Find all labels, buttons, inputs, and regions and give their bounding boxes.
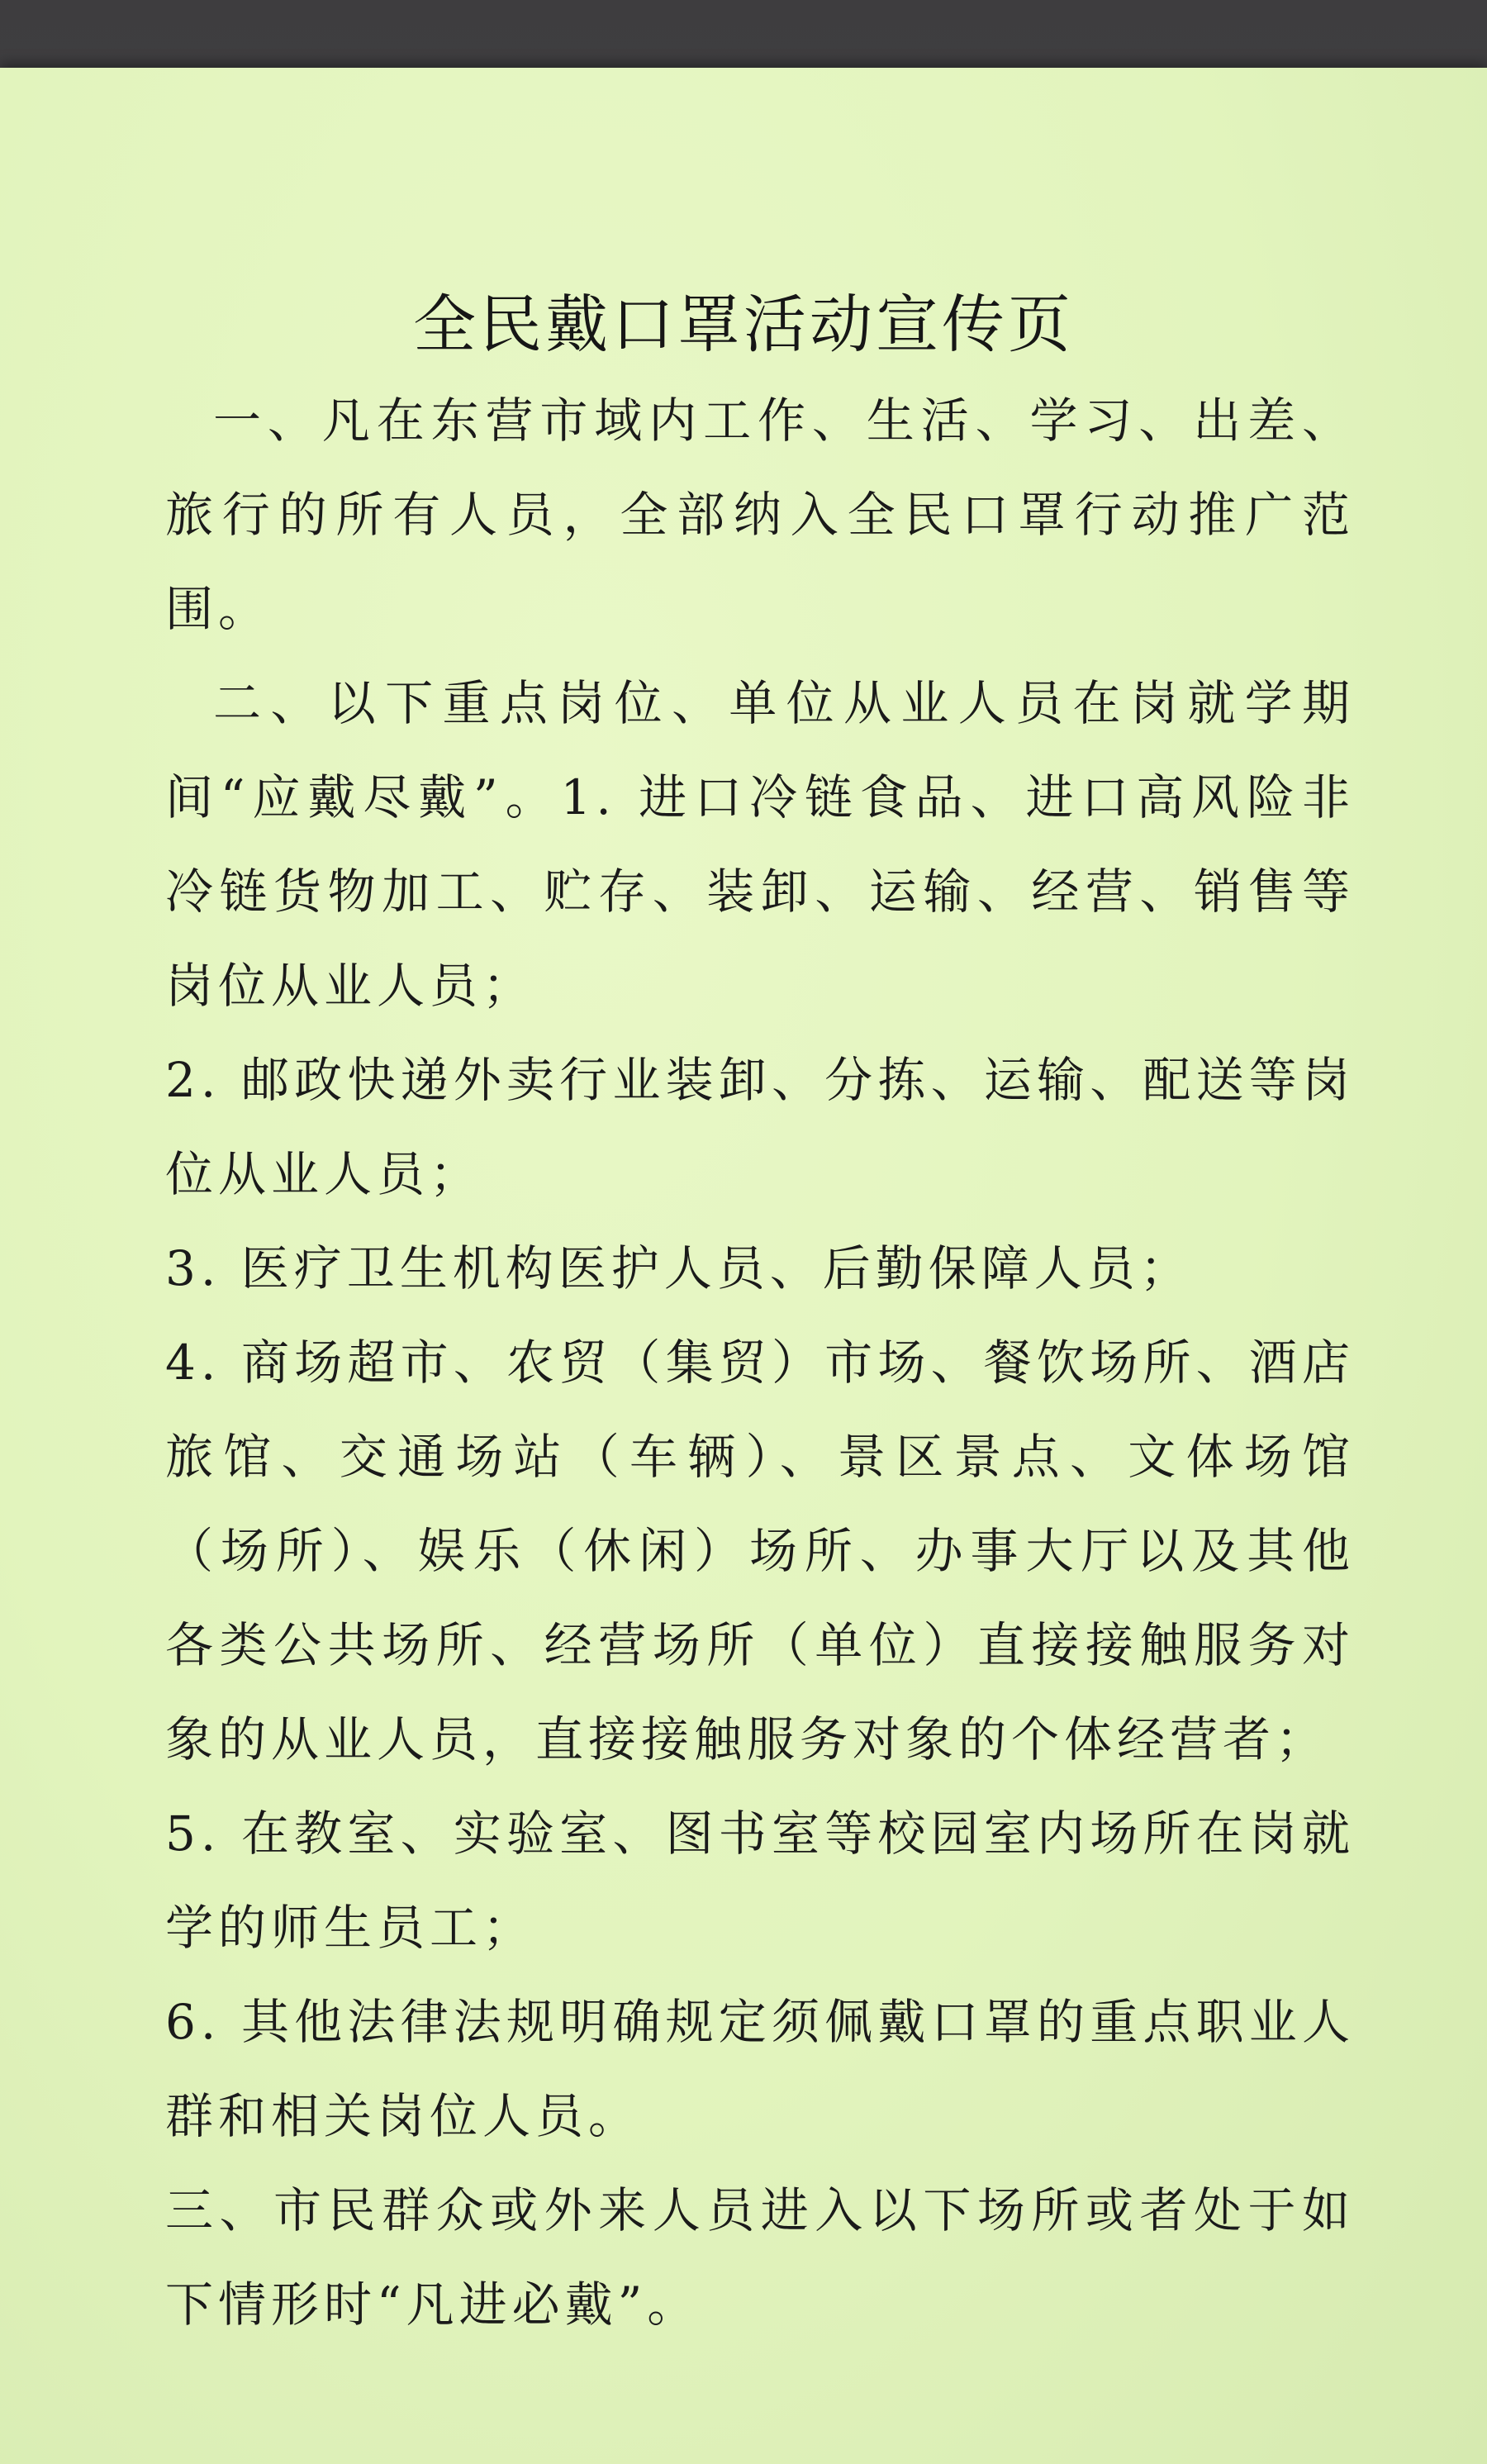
document-body — [165, 373, 1355, 2352]
document-title: 全民戴口罩活动宣传页 — [413, 288, 1074, 361]
paragraph-item-5: 5. 在教室、实验室、图书室等校园室内场所在岗就学的师生员工； — [165, 1805, 1355, 1956]
paragraph-scope: 一、凡在东营市域内工作、生活、学习、出差、旅行的所有人员，全部纳入全民口罩行动推广范围。 — [165, 392, 1355, 637]
paragraph-key-positions: 二、以下重点岗位、单位从业人员在岗就学期间“应戴尽戴”。1. 进口冷链食品、进口高风险非冷链货物加工、贮存、装卸、运输、经营、销售等岗位从业人员； — [165, 675, 1355, 1014]
paragraph-item-4: 4. 商场超市、农贸（集贸）市场、餐饮场所、酒店旅馆、交通场站（车辆）、景区景点、文体场馆（场所）、娱乐（休闲）场所、办事大厅以及其他各类公共场所、经营场所（单位）直接接触服务对象的从业人员，直接接触服务对象的个体经营者； — [165, 1334, 1355, 1767]
paragraph-public-requirement: 三、市民群众或外来人员进入以下场所或者处于如下情形时“凡进必戴”。 — [165, 2182, 1355, 2333]
flyer-sheet — [0, 68, 1487, 2464]
paragraph-item-3: 3. 医疗卫生机构医护人员、后勤保障人员； — [165, 1240, 1193, 1296]
paragraph-item-6: 6. 其他法律法规明确规定须佩戴口罩的重点职业人群和相关岗位人员。 — [165, 1994, 1355, 2144]
paragraph-item-2: 2. 邮政快递外卖行业装卸、分拣、运输、配送等岗位从业人员； — [165, 1052, 1355, 1202]
